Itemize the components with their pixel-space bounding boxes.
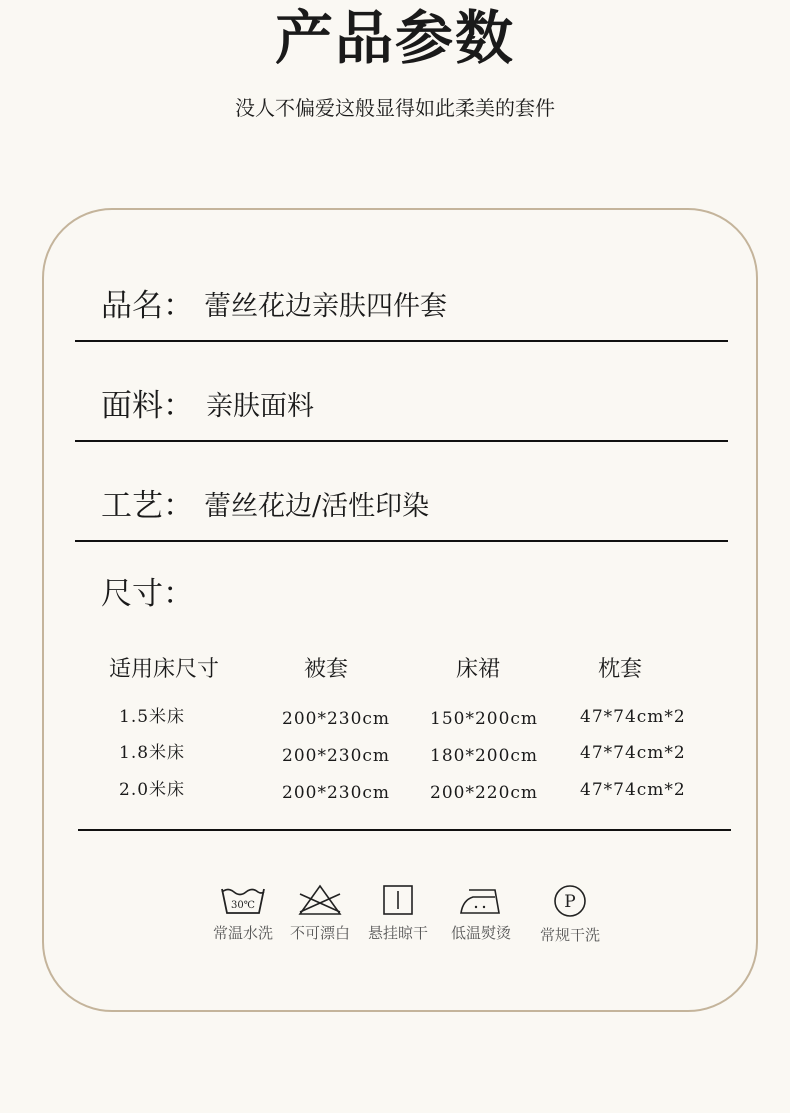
size-cell: 150*200cm [430, 709, 539, 729]
size-cell: 200*230cm [282, 783, 391, 803]
size-header-bedskirt: 床裙 [455, 657, 500, 682]
divider [75, 340, 728, 342]
size-cell: 1.8米床 [119, 743, 186, 763]
param-value-craft: 蕾丝花边/活性印染 [204, 491, 430, 522]
size-cell: 2.0米床 [119, 780, 186, 800]
param-label-name: 品名： [101, 288, 194, 324]
page-title: 产品参数 [274, 4, 515, 72]
param-label-fabric: 面料： [101, 388, 194, 424]
care-item-dry-clean [530, 884, 610, 945]
param-label-craft: 工艺： [101, 488, 194, 524]
size-label: 尺寸： [101, 576, 194, 612]
size-cell: 200*230cm [282, 709, 391, 729]
size-cell: 47*74cm*2 [580, 707, 686, 727]
dry-clean-p-icon [546, 884, 594, 918]
divider [75, 540, 728, 542]
care-label: 低温熨烫 [450, 924, 511, 942]
care-item-low-iron [441, 884, 521, 943]
param-value-name: 蕾丝花边亲肤四件套 [204, 291, 447, 322]
size-cell: 200*220cm [430, 783, 539, 803]
size-header-bed: 适用床尺寸 [108, 657, 219, 682]
wash-30-icon [219, 884, 267, 916]
care-item-wash [203, 884, 283, 943]
divider [75, 440, 728, 442]
care-label: 常规干洗 [539, 926, 600, 944]
divider [78, 829, 731, 831]
care-label: 不可漂白 [289, 924, 350, 942]
size-header-pillowcase: 枕套 [597, 657, 642, 682]
hang-dry-icon [374, 884, 422, 916]
size-cell: 1.5米床 [119, 707, 186, 727]
low-iron-icon [457, 884, 505, 916]
size-header-duvet: 被套 [303, 657, 348, 682]
size-cell: 180*200cm [430, 746, 539, 766]
care-item-no-bleach [280, 884, 360, 943]
size-cell: 47*74cm*2 [580, 743, 686, 763]
param-value-fabric: 亲肤面料 [206, 391, 314, 422]
no-bleach-icon [296, 884, 344, 916]
care-item-hang-dry [358, 884, 438, 943]
size-cell: 47*74cm*2 [580, 780, 686, 800]
page-subtitle: 没人不偏爱这般显得如此柔美的套件 [235, 96, 555, 120]
size-cell: 200*230cm [282, 746, 391, 766]
care-label: 悬挂晾干 [367, 924, 428, 942]
care-label: 常温水洗 [212, 924, 273, 942]
wash-temp-text: 30℃ [231, 900, 255, 911]
dry-clean-letter: P [564, 892, 576, 912]
